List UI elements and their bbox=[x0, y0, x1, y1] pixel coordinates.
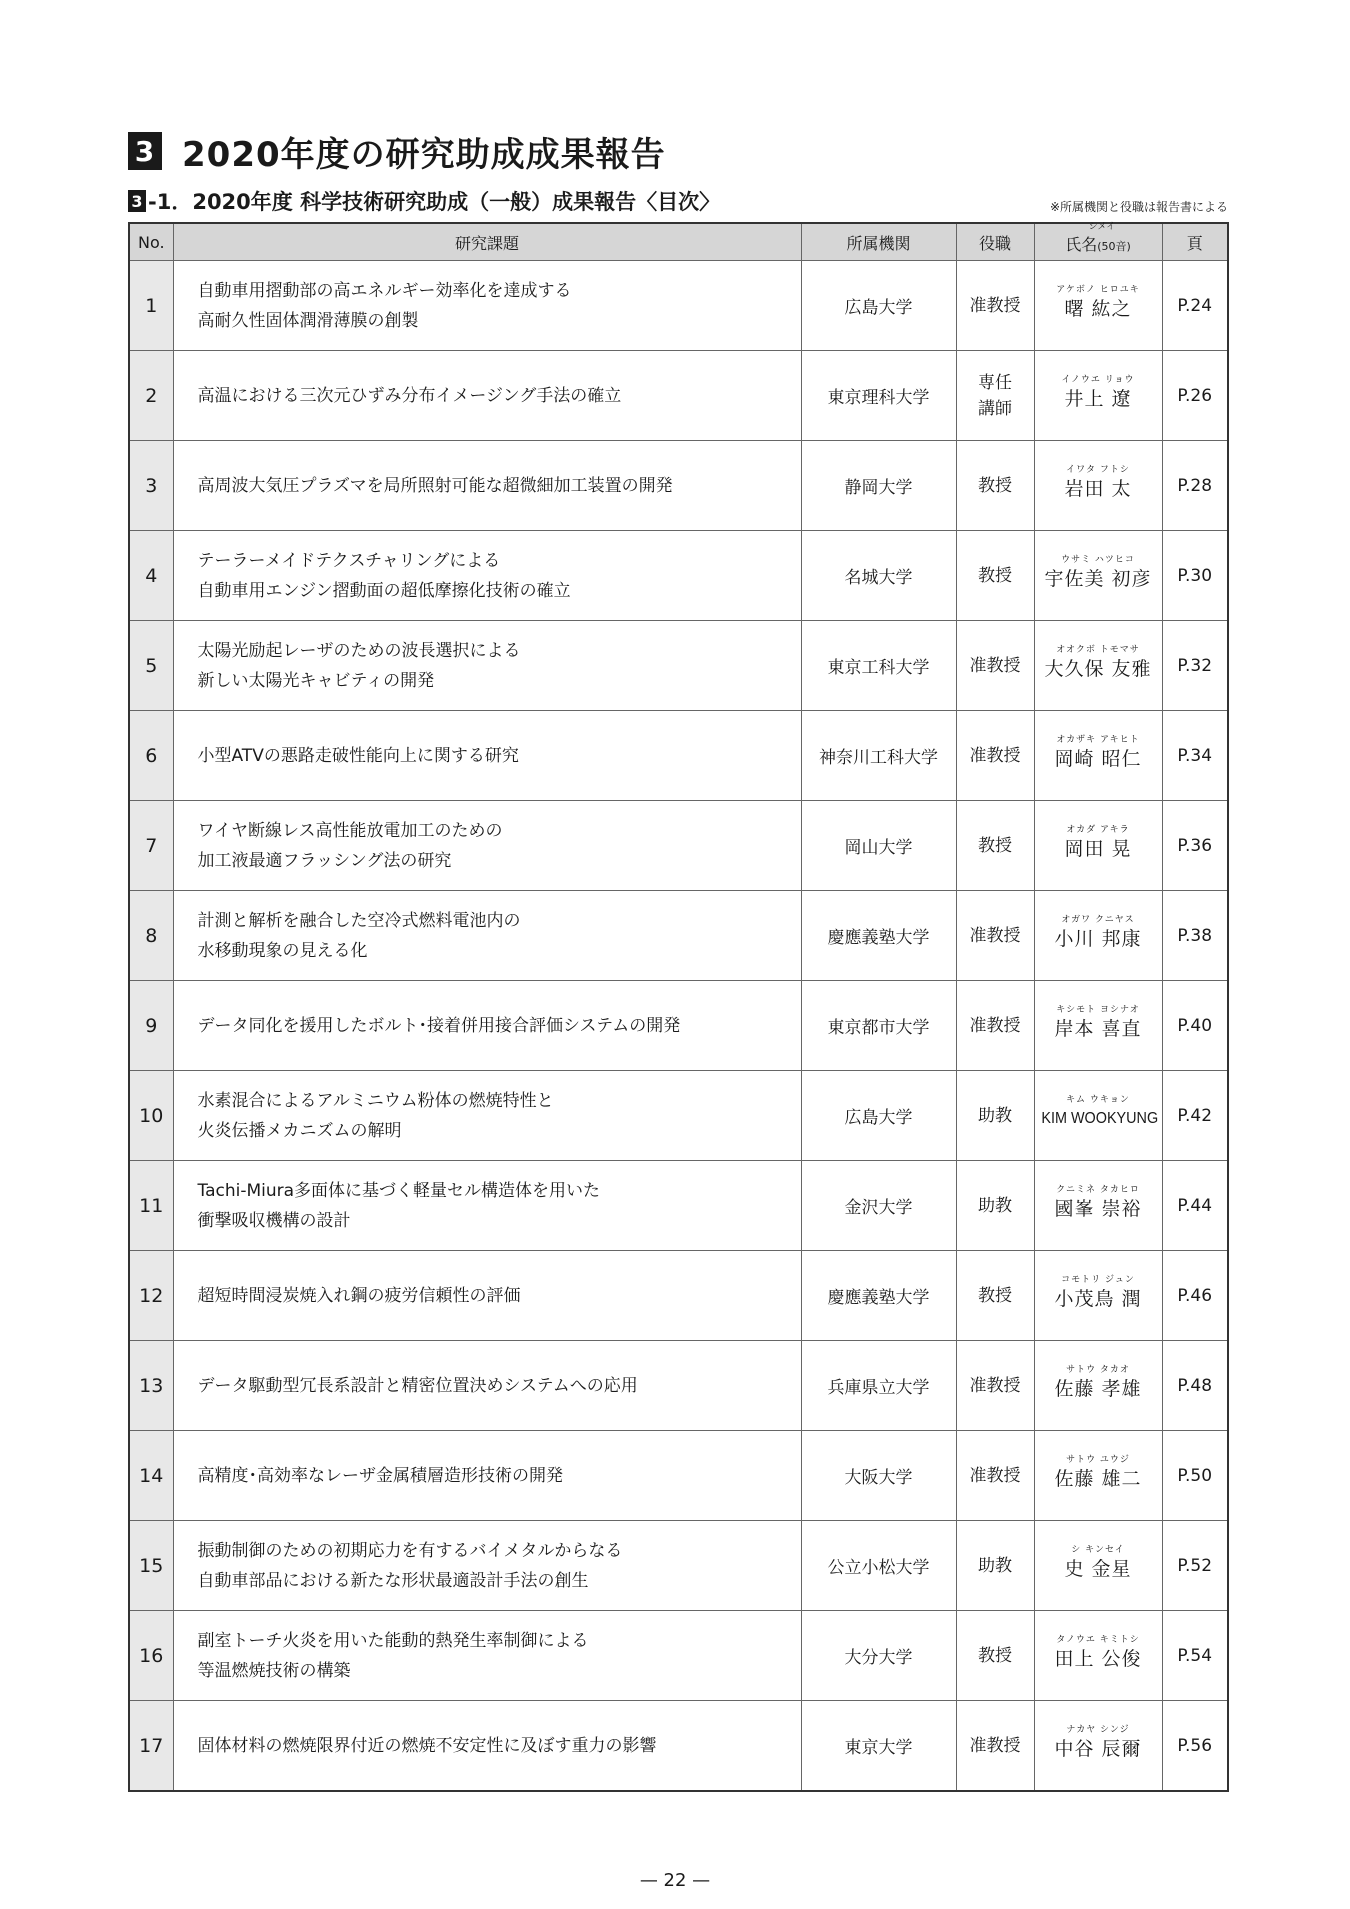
position bbox=[956, 621, 1034, 711]
name-furigana: キム ウキョン bbox=[1066, 1095, 1130, 1105]
name-text: 史 金星 bbox=[1064, 1558, 1132, 1580]
position-line: 教授 bbox=[978, 835, 1012, 856]
subsection-number-badge: 3 bbox=[128, 190, 146, 212]
name-text: 岡田 晃 bbox=[1064, 838, 1132, 860]
researcher-name bbox=[1034, 801, 1162, 891]
table-header-row bbox=[129, 223, 1228, 261]
institution: 慶應義塾大学 bbox=[801, 891, 956, 981]
page-reference: P.28 bbox=[1162, 441, 1228, 531]
header-name-note: (50音) bbox=[1097, 240, 1131, 253]
row-number: 13 bbox=[129, 1341, 173, 1431]
page-reference: P.56 bbox=[1162, 1701, 1228, 1792]
research-title-line: 太陽光励起レーザのための波長選択による bbox=[197, 640, 521, 661]
name-text: 岩田 太 bbox=[1064, 478, 1132, 500]
position bbox=[956, 351, 1034, 441]
research-title bbox=[173, 711, 801, 801]
table-row bbox=[129, 1521, 1228, 1611]
page-reference: P.24 bbox=[1162, 261, 1228, 351]
row-number: 1 bbox=[129, 261, 173, 351]
row-number: 8 bbox=[129, 891, 173, 981]
researcher-name bbox=[1034, 711, 1162, 801]
institution: 兵庫県立大学 bbox=[801, 1341, 956, 1431]
position bbox=[956, 531, 1034, 621]
table-row bbox=[129, 261, 1228, 351]
name-text: 曙 紘之 bbox=[1064, 298, 1132, 320]
research-title-line: 自動車用摺動部の高エネルギー効率化を達成する bbox=[197, 280, 572, 301]
header-name bbox=[1034, 223, 1162, 261]
research-title bbox=[173, 801, 801, 891]
name-furigana: タノウエ キミトシ bbox=[1056, 1635, 1140, 1645]
researcher-name bbox=[1034, 1521, 1162, 1611]
researcher-name bbox=[1034, 1071, 1162, 1161]
research-title-line: 水移動現象の見える化 bbox=[197, 940, 368, 961]
header-title: 研究課題 bbox=[173, 223, 801, 261]
research-title bbox=[173, 1431, 801, 1521]
table-row bbox=[129, 1611, 1228, 1701]
research-title-line: 衝撃吸収機構の設計 bbox=[197, 1210, 351, 1231]
researcher-name bbox=[1034, 891, 1162, 981]
research-title-line: Tachi-Miura多面体に基づく軽量セル構造体を用いた bbox=[197, 1180, 601, 1201]
name-furigana: イワタ フトシ bbox=[1066, 465, 1130, 475]
institution: 東京大学 bbox=[801, 1701, 956, 1792]
name-furigana: ウサミ ハツヒコ bbox=[1061, 555, 1135, 565]
position-line: 准教授 bbox=[969, 1015, 1021, 1036]
research-title bbox=[173, 351, 801, 441]
name-text: 中谷 辰爾 bbox=[1054, 1738, 1142, 1760]
page-reference: P.38 bbox=[1162, 891, 1228, 981]
section-number-badge: 3 bbox=[128, 132, 162, 170]
research-title-line: 等温燃焼技術の構築 bbox=[197, 1660, 351, 1681]
row-number: 16 bbox=[129, 1611, 173, 1701]
subsection-title: -1．2020年度 科学技術研究助成（一般）成果報告〈目次〉 bbox=[148, 190, 721, 214]
position bbox=[956, 1701, 1034, 1792]
name-furigana: オガワ クニヤス bbox=[1061, 915, 1135, 925]
institution: 金沢大学 bbox=[801, 1161, 956, 1251]
research-title-line: テーラーメイドテクスチャリングによる bbox=[197, 550, 501, 571]
institution: 静岡大学 bbox=[801, 441, 956, 531]
research-title-line: 火炎伝播メカニズムの解明 bbox=[197, 1120, 402, 1141]
research-title-line: データ同化を援用したボルト･接着併用接合評価システムの開発 bbox=[197, 1015, 681, 1036]
row-number: 11 bbox=[129, 1161, 173, 1251]
researcher-name bbox=[1034, 1161, 1162, 1251]
table-row bbox=[129, 621, 1228, 711]
name-text: 宇佐美 初彦 bbox=[1044, 568, 1152, 590]
position bbox=[956, 981, 1034, 1071]
research-title-line: ワイヤ断線レス高性能放電加工のための bbox=[197, 820, 503, 841]
position-line: 准教授 bbox=[969, 655, 1021, 676]
position bbox=[956, 1431, 1034, 1521]
research-title-line: 高周波大気圧プラズマを局所照射可能な超微細加工装置の開発 bbox=[197, 475, 673, 496]
research-title bbox=[173, 531, 801, 621]
research-title-line: 自動車用エンジン摺動面の超低摩擦化技術の確立 bbox=[197, 580, 571, 601]
page-reference: P.32 bbox=[1162, 621, 1228, 711]
table-row bbox=[129, 1701, 1228, 1792]
name-furigana: サトウ ユウジ bbox=[1066, 1455, 1130, 1465]
row-number: 6 bbox=[129, 711, 173, 801]
section-heading bbox=[128, 127, 666, 175]
research-title-line: 加工液最適フラッシング法の研究 bbox=[197, 850, 452, 871]
position bbox=[956, 1341, 1034, 1431]
researcher-name bbox=[1034, 261, 1162, 351]
institution: 神奈川工科大学 bbox=[801, 711, 956, 801]
position-line: 教授 bbox=[978, 565, 1012, 586]
row-number: 9 bbox=[129, 981, 173, 1071]
position-line: 准教授 bbox=[969, 1465, 1021, 1486]
affiliation-note: ※所属機関と役職は報告書による bbox=[1049, 200, 1228, 214]
position-line: 講師 bbox=[978, 398, 1012, 419]
position-line: 教授 bbox=[978, 1285, 1012, 1306]
section-title: 2020年度の研究助成成果報告 bbox=[182, 134, 666, 175]
name-furigana: コモトリ ジュン bbox=[1061, 1275, 1135, 1285]
researcher-name bbox=[1034, 1611, 1162, 1701]
research-title-line: 超短時間浸炭焼入れ鋼の疲労信頼性の評価 bbox=[197, 1285, 521, 1306]
position bbox=[956, 1251, 1034, 1341]
position bbox=[956, 891, 1034, 981]
research-title-line: 水素混合によるアルミニウム粉体の燃焼特性と bbox=[197, 1090, 554, 1111]
research-title bbox=[173, 1701, 801, 1792]
row-number: 10 bbox=[129, 1071, 173, 1161]
position bbox=[956, 441, 1034, 531]
subsection-heading bbox=[128, 186, 720, 216]
table-row bbox=[129, 1161, 1228, 1251]
research-title bbox=[173, 261, 801, 351]
contents-table bbox=[128, 222, 1229, 1792]
page-reference: P.26 bbox=[1162, 351, 1228, 441]
position bbox=[956, 1071, 1034, 1161]
position bbox=[956, 1161, 1034, 1251]
page-reference: P.36 bbox=[1162, 801, 1228, 891]
research-title-line: 固体材料の燃焼限界付近の燃焼不安定性に及ぼす重力の影響 bbox=[197, 1735, 657, 1756]
table-row bbox=[129, 531, 1228, 621]
name-text: 大久保 友雅 bbox=[1044, 658, 1152, 680]
name-text: 田上 公俊 bbox=[1054, 1648, 1142, 1670]
position-line: 専任 bbox=[978, 372, 1012, 393]
page-reference: P.44 bbox=[1162, 1161, 1228, 1251]
researcher-name bbox=[1034, 621, 1162, 711]
position bbox=[956, 1521, 1034, 1611]
table-row bbox=[129, 891, 1228, 981]
header-name-kana: シメイ bbox=[1088, 222, 1116, 232]
institution: 慶應義塾大学 bbox=[801, 1251, 956, 1341]
institution: 岡山大学 bbox=[801, 801, 956, 891]
name-furigana: ナカヤ シンジ bbox=[1066, 1725, 1130, 1735]
institution: 公立小松大学 bbox=[801, 1521, 956, 1611]
position-line: 助教 bbox=[978, 1195, 1012, 1216]
name-text: 小茂鳥 潤 bbox=[1054, 1288, 1142, 1310]
research-title-line: 新しい太陽光キャビティの開発 bbox=[197, 670, 435, 691]
institution: 広島大学 bbox=[801, 1071, 956, 1161]
institution: 大阪大学 bbox=[801, 1431, 956, 1521]
position bbox=[956, 711, 1034, 801]
table-row bbox=[129, 1251, 1228, 1341]
institution: 東京工科大学 bbox=[801, 621, 956, 711]
research-title bbox=[173, 1521, 801, 1611]
name-text: 小川 邦康 bbox=[1054, 928, 1142, 950]
table-row bbox=[129, 1071, 1228, 1161]
position bbox=[956, 261, 1034, 351]
header-position: 役職 bbox=[956, 223, 1034, 261]
research-title bbox=[173, 1611, 801, 1701]
institution: 広島大学 bbox=[801, 261, 956, 351]
page-reference: P.30 bbox=[1162, 531, 1228, 621]
page-reference: P.52 bbox=[1162, 1521, 1228, 1611]
researcher-name bbox=[1034, 531, 1162, 621]
row-number: 3 bbox=[129, 441, 173, 531]
header-no: No. bbox=[129, 223, 173, 261]
name-furigana: オカダ アキラ bbox=[1066, 825, 1130, 835]
institution: 大分大学 bbox=[801, 1611, 956, 1701]
table-row bbox=[129, 1431, 1228, 1521]
position-line: 准教授 bbox=[969, 295, 1021, 316]
name-furigana: シ キンセイ bbox=[1071, 1545, 1125, 1555]
researcher-name bbox=[1034, 351, 1162, 441]
research-title bbox=[173, 891, 801, 981]
name-furigana: クニミネ タカヒロ bbox=[1056, 1185, 1140, 1195]
institution: 名城大学 bbox=[801, 531, 956, 621]
research-title-line: 自動車部品における新たな形状最適設計手法の創生 bbox=[197, 1570, 589, 1591]
research-title bbox=[173, 981, 801, 1071]
research-title-line: 振動制御のための初期応力を有するバイメタルからなる bbox=[197, 1540, 623, 1561]
row-number: 12 bbox=[129, 1251, 173, 1341]
page-reference: P.34 bbox=[1162, 711, 1228, 801]
name-text: 佐藤 雄二 bbox=[1054, 1468, 1142, 1490]
position-line: 助教 bbox=[978, 1105, 1012, 1126]
name-text: 岡崎 昭仁 bbox=[1054, 748, 1142, 770]
research-title bbox=[173, 441, 801, 531]
research-title-line: 副室トーチ火炎を用いた能動的熱発生率制御による bbox=[197, 1630, 589, 1651]
name-text: KIM WOOKYUNG bbox=[1040, 1110, 1158, 1127]
page-number: — 22 — bbox=[639, 1870, 711, 1891]
researcher-name bbox=[1034, 1341, 1162, 1431]
page-reference: P.50 bbox=[1162, 1431, 1228, 1521]
research-title-line: 小型ATVの悪路走破性能向上に関する研究 bbox=[197, 745, 519, 766]
name-furigana: オオクボ トモマサ bbox=[1056, 645, 1140, 655]
name-furigana: イノウエ リョウ bbox=[1061, 375, 1135, 385]
name-furigana: アケボノ ヒロユキ bbox=[1056, 285, 1140, 295]
row-number: 15 bbox=[129, 1521, 173, 1611]
table-body bbox=[129, 261, 1228, 1792]
page-reference: P.54 bbox=[1162, 1611, 1228, 1701]
name-text: 國峯 崇裕 bbox=[1054, 1198, 1142, 1220]
page-reference: P.40 bbox=[1162, 981, 1228, 1071]
row-number: 4 bbox=[129, 531, 173, 621]
researcher-name bbox=[1034, 1251, 1162, 1341]
position-line: 准教授 bbox=[969, 925, 1021, 946]
table-row bbox=[129, 801, 1228, 891]
header-page: 頁 bbox=[1162, 223, 1228, 261]
research-title bbox=[173, 621, 801, 711]
header-institution: 所属機関 bbox=[801, 223, 956, 261]
research-title bbox=[173, 1071, 801, 1161]
researcher-name bbox=[1034, 1431, 1162, 1521]
researcher-name bbox=[1034, 1701, 1162, 1792]
researcher-name bbox=[1034, 981, 1162, 1071]
row-number: 7 bbox=[129, 801, 173, 891]
name-furigana: サトウ タカオ bbox=[1066, 1365, 1130, 1375]
table-row bbox=[129, 1341, 1228, 1431]
institution: 東京都市大学 bbox=[801, 981, 956, 1071]
research-title-line: データ駆動型冗長系設計と精密位置決めシステムへの応用 bbox=[197, 1375, 638, 1396]
name-furigana: キシモト ヨシナオ bbox=[1056, 1005, 1140, 1015]
institution: 東京理科大学 bbox=[801, 351, 956, 441]
row-number: 5 bbox=[129, 621, 173, 711]
position bbox=[956, 801, 1034, 891]
row-number: 14 bbox=[129, 1431, 173, 1521]
researcher-name bbox=[1034, 441, 1162, 531]
name-text: 井上 遼 bbox=[1064, 388, 1132, 410]
page-reference: P.48 bbox=[1162, 1341, 1228, 1431]
research-title-line: 高精度･高効率なレーザ金属積層造形技術の開発 bbox=[197, 1465, 563, 1486]
position-line: 助教 bbox=[978, 1555, 1012, 1576]
table-row bbox=[129, 711, 1228, 801]
table-row bbox=[129, 351, 1228, 441]
table-row bbox=[129, 981, 1228, 1071]
row-number: 17 bbox=[129, 1701, 173, 1792]
position-line: 教授 bbox=[978, 1645, 1012, 1666]
header-name-label: 氏名 bbox=[1065, 235, 1098, 254]
position-line: 准教授 bbox=[969, 1375, 1021, 1396]
position-line: 准教授 bbox=[969, 1735, 1021, 1756]
name-furigana: オカザキ アキヒト bbox=[1056, 735, 1140, 745]
page-reference: P.42 bbox=[1162, 1071, 1228, 1161]
research-title-line: 高耐久性固体潤滑薄膜の創製 bbox=[197, 310, 419, 331]
research-title bbox=[173, 1251, 801, 1341]
position-line: 准教授 bbox=[969, 745, 1021, 766]
row-number: 2 bbox=[129, 351, 173, 441]
table-row bbox=[129, 441, 1228, 531]
position bbox=[956, 1611, 1034, 1701]
research-title bbox=[173, 1341, 801, 1431]
page-reference: P.46 bbox=[1162, 1251, 1228, 1341]
research-title-line: 計測と解析を融合した空冷式燃料電池内の bbox=[197, 910, 521, 931]
research-title-line: 高温における三次元ひずみ分布イメージング手法の確立 bbox=[197, 385, 622, 406]
name-text: 岸本 喜直 bbox=[1054, 1018, 1142, 1040]
position-line: 教授 bbox=[978, 475, 1012, 496]
name-text: 佐藤 孝雄 bbox=[1054, 1378, 1142, 1400]
research-title bbox=[173, 1161, 801, 1251]
